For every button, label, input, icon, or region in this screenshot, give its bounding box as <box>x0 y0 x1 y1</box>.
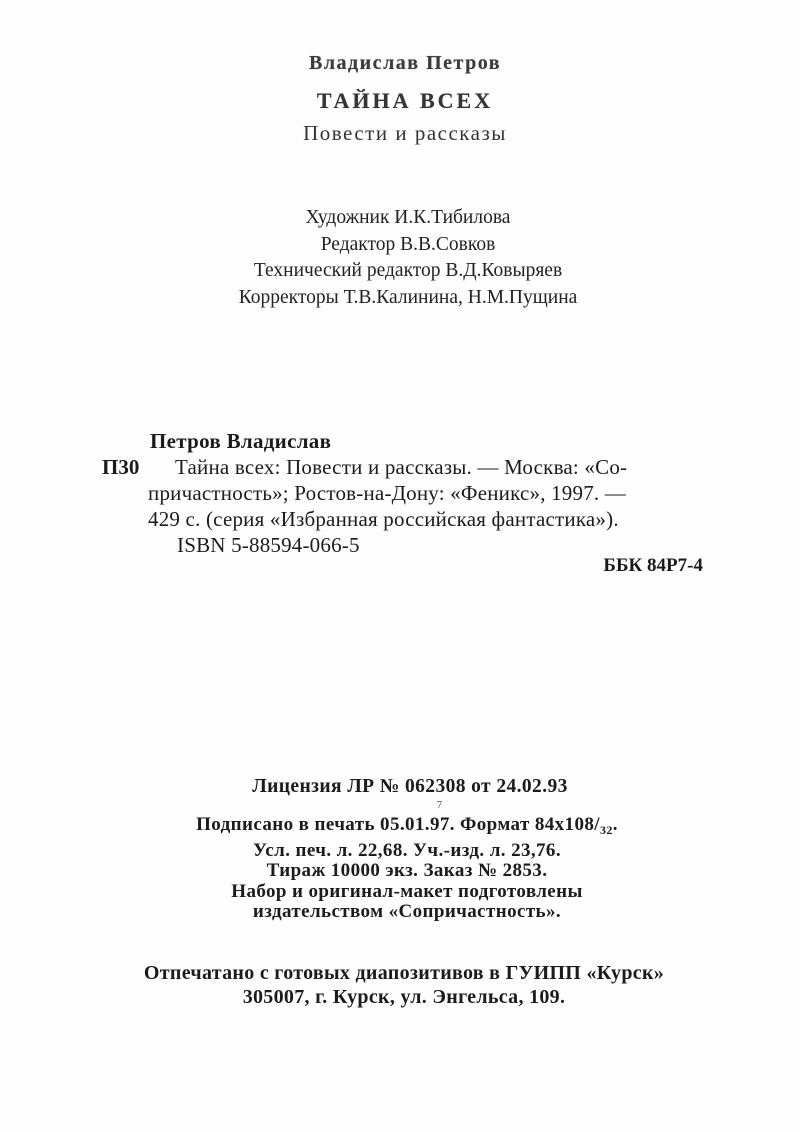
print-prepress-line: Набор и оригинал-макет подготовлены <box>231 880 583 902</box>
bbk-code: ББК 84Р7-4 <box>603 555 703 576</box>
printer-block <box>8 961 800 1009</box>
print-format-period: . <box>612 814 618 835</box>
catalog-description-line: Тайна всех: Повести и рассказы. — Москва: «Со- <box>175 455 628 479</box>
print-format-text: Подписано в печать 05.01.97. Формат 84х108/ <box>196 814 600 835</box>
catalog-description-line: 429 с. (серия «Избранная российская фантастика»). <box>148 507 619 531</box>
scan-artifact-mark: 7 <box>437 800 442 811</box>
printer-line: Отпечатано с готовых диапозитивов в ГУИПП «Курск» <box>143 962 665 984</box>
print-sheets-line: Усл. печ. л. 22,68. Уч.-изд. л. 23,76. <box>253 839 561 861</box>
catalog-card <box>100 428 700 558</box>
book-subtitle: Повести и рассказы <box>303 121 507 145</box>
print-run-line: Тираж 10000 экз. Заказ № 2853. <box>266 860 548 881</box>
catalog-description-line: причастность»; Ростов-на-Дону: «Феникс», 1997. — <box>148 481 626 505</box>
credit-editor: Редактор В.В.Совков <box>320 233 496 255</box>
isbn: ISBN 5-88594-066-5 <box>177 533 360 557</box>
print-prepress-line: издательством «Сопричастность». <box>252 901 562 922</box>
book-title: ТАЙНА ВСЕХ <box>316 88 494 113</box>
print-format-line <box>14 815 800 841</box>
print-format-denominator: 32 <box>599 823 613 837</box>
catalog-code: П30 <box>102 455 140 479</box>
catalog-description <box>148 454 700 558</box>
license-line: Лицензия ЛР № 062308 от 24.02.93 <box>252 776 568 797</box>
credit-tech-editor: Технический редактор В.Д.Ковыряев <box>253 260 563 281</box>
printer-address: 305007, г. Курск, ул. Энгельса, 109. <box>242 986 566 1008</box>
credit-artist: Художник И.К.Тибилова <box>305 207 511 228</box>
catalog-entry <box>100 454 700 558</box>
book-author: Владислав Петров <box>308 52 502 74</box>
catalog-author: Петров Владислав <box>150 429 332 453</box>
print-info-block <box>14 815 800 923</box>
credits-block <box>16 205 800 311</box>
credit-proofreaders: Корректоры Т.В.Калинина, Н.М.Пущина <box>238 286 578 308</box>
title-block <box>10 52 800 146</box>
